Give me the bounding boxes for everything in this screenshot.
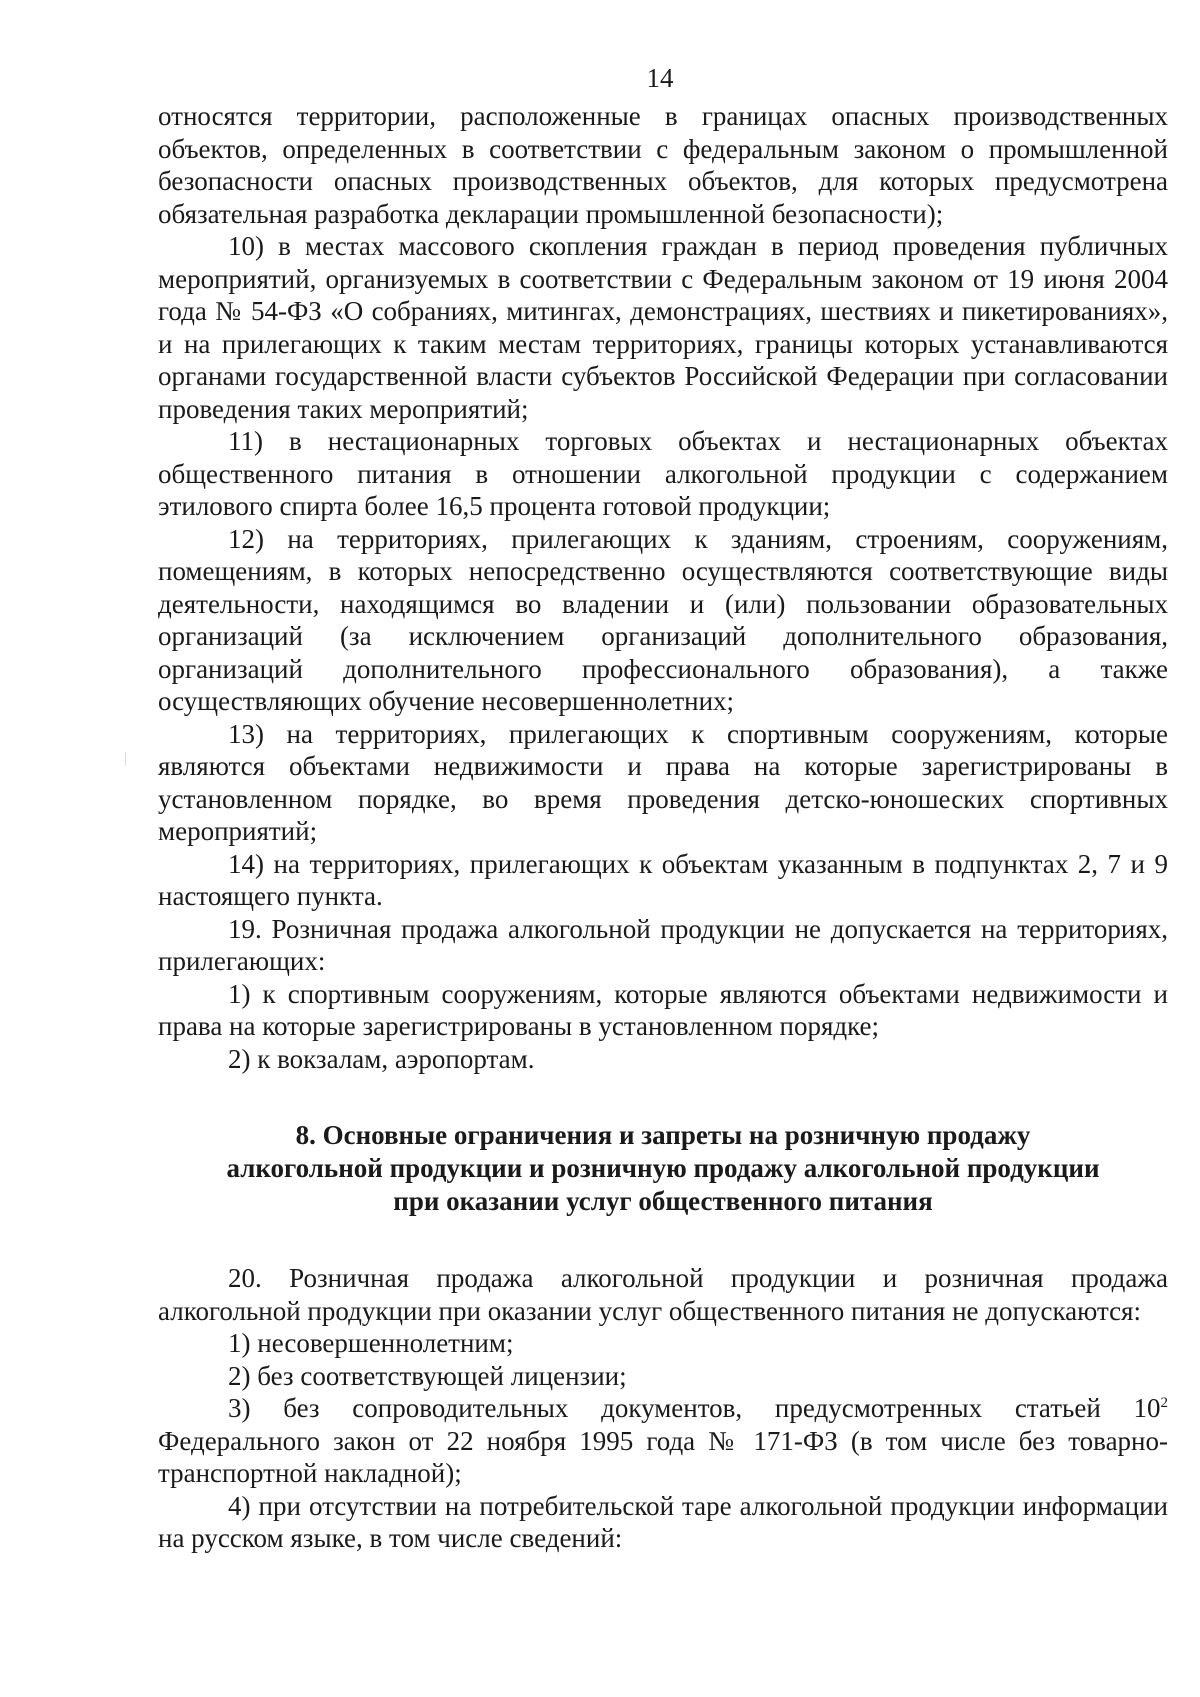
list-item-19-2: 2) к вокзалам, аэропортам. (228, 1043, 535, 1074)
list-item-20-1: 1) несовершеннолетним; (228, 1328, 514, 1358)
page-number: 14 (646, 63, 674, 93)
section-heading (158, 1119, 1168, 1218)
document-body (158, 100, 1168, 1555)
section-heading-line-3: при оказании услуг общественного питания (393, 1186, 933, 1216)
list-item-14: 14) на территориях, прилегающих к объектам указанным в подпунктах 2, 7 и 9 настоящего пункта. (158, 848, 1168, 911)
paragraph-continuation: относятся территории, расположенные в границах опасных производственных объектов, определенных в соответствии с федеральным законом о промышленной безопасности опасных производственных объектов, для которых предусмотрена обязательная разработка декларации промышленной безопасности); (158, 101, 1168, 229)
list-item-20-3 (158, 1392, 1168, 1490)
list-item-20-3-text: 3) без сопроводительных документов, предусмотренных статьей 10 (228, 1393, 1161, 1423)
paragraph-20: 20. Розничная продажа алкогольной продукции и розничная продажа алкогольной продукции при оказании услуг общественного питания не допускаются: (158, 1263, 1168, 1326)
section-heading-line-1: 8. Основные ограничения и запреты на розничную продажу (295, 1120, 1031, 1150)
list-item-20-3-text-cont: Федерального закон от 22 ноября 1995 года № 171-ФЗ (в том числе без товарно-транспортной накладной); (158, 1425, 1168, 1488)
section-heading-line-2: алкогольной продукции и розничную продажу алкогольной продукции (226, 1153, 1100, 1183)
list-item-19-1: 1) к спортивным сооружениям, которые являются объектами недвижимости и права на которые зарегистрированы в установленном порядке; (158, 978, 1168, 1041)
list-item-10: 10) в местах массового скопления граждан в период проведения публичных мероприятий, организуемых в соответствии с Федеральным законом от 19 июня 2004 года № 54-ФЗ «О собраниях, митингах, демонстрациях, шествиях и пикетированиях», и на прилегающих к таким местам территориях, границы которых устанавливаются органами государственной власти субъектов Российской Федерации при согласовании проведения таких мероприятий; (158, 231, 1168, 424)
list-item-20-2: 2) без соответствующей лицензии; (228, 1360, 627, 1391)
list-item-13: 13) на территориях, прилегающих к спортивным сооружениям, которые являются объектами недвижимости и права на которые зарегистрированы в установленном порядке, во время проведения детско-юношеских спортивных мероприятий; (158, 718, 1168, 846)
scan-margin-mark (125, 752, 126, 766)
paragraph-19: 19. Розничная продажа алкогольной продукции не допускается на территориях, прилегающих: (158, 913, 1168, 976)
list-item-12: 12) на территориях, прилегающих к зданиям, строениям, сооружениям, помещениям, в которых непосредственно осуществляются соответствующие виды деятельности, находящимся во владении и (или) пользовании образовательных организаций (за исключением организаций дополнительного образования, организаций дополнительного профессионального образования), а также осуществляющих обучение несовершеннолетних; (158, 523, 1168, 716)
list-item-11: 11) в нестационарных торговых объектах и нестационарных объектах общественного питания в отношении алкогольной продукции с содержанием этилового спирта более 16,5 процента готовой продукции; (158, 426, 1168, 521)
article-superscript: 2 (1160, 1395, 1168, 1411)
list-item-20-4: 4) при отсутствии на потребительской таре алкогольной продукции информации на русском языке, в том числе сведений: (158, 1490, 1168, 1553)
